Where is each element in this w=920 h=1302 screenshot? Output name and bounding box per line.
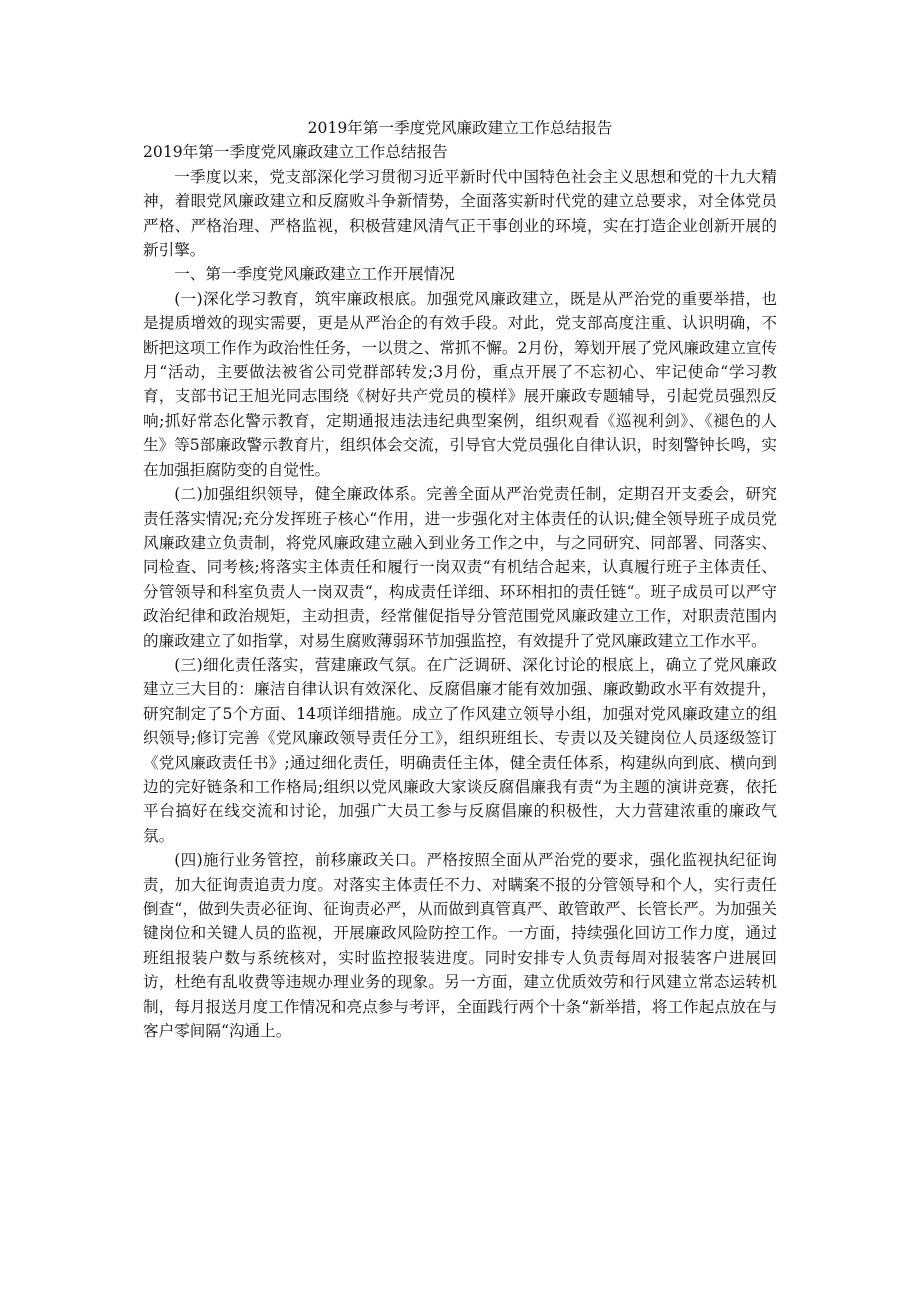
section-heading: 一、第一季度党风廉政建立工作开展情况 [174,265,455,284]
paragraph-study-education: (一)深化学习教育，筑牢廉政根底。加强党风廉政建立，既是从严治党的重要举措，也是提质增效的现实需要，更是从严治企的有效手段。对此，党支部高度注重、认识明确，不断把这项工作作为政治性任务，一以贯之、常抓不懈。2月份，筹划开展了党风廉政建立宣传月“活动，主要做法被省公司党群部转发;3月份，重点开展了不忘初心、牢记使命“学习教育，支部书记王旭光同志围绕《树好共产党员的模样》展开廉政专题辅导，引起党员强烈反响;抓好常态化警示教育，定期通报违法违纪典型案例，组织观看《巡视利剑》、《褪色的人生》等5部廉政警示教育片，组织体会交流，引导官大党员强化自律认识，时刻警钟长鸣，实在加强拒腐防变的自觉性。 [143,289,777,479]
intro-paragraph: 一季度以来，党支部深化学习贯彻习近平新时代中国特色社会主义思想和党的十九大精神，着眼党风廉政建立和反腐败斗争新情势，全面落实新时代党的建立总要求，对全体党员严格、严格治理、严格监视，积极营建风清气正干事创业的环境，实在打造企业创新开展的新引擎。 [143,167,777,260]
document-page [143,116,777,1043]
paragraph-organization-leadership: (二)加强组织领导，健全廉政体系。完善全面从严治党责任制，定期召开支委会，研究责任落实情况;充分发挥班子核心“作用，进一步强化对主体责任的认识;健全领导班子成员党风廉政建立负责制，将党风廉政建立融入到业务工作之中，与之同研究、同部署、同落实、同检查、同考核;将落实主体责任和履行一岗双责“有机结合起来，认真履行班子主体责任、分管领导和科室负责人一岗双责“，构成责任详细、环环相扣的责任链“。班子成员可以严守政治纪律和政治规矩，主动担责，经常催促指导分管范围党风廉政建立工作，对职责范围内的廉政建立了如指掌，对易生腐败薄弱环节加强监控，有效提升了党风廉政建立工作水平。 [143,485,777,650]
paragraph-business-control: (四)施行业务管控，前移廉政关口。严格按照全面从严治党的要求，强化监视执纪征询责，加大征询责追责力度。对落实主体责任不力、对瞒案不报的分管领导和个人，实行责任倒查“，做到失责必征询、征询责必严，从而做到真管真严、敢管敢严、长管长严。为加强关键岗位和关键人员的监视，开展廉政风险防控工作。一方面，持续强化回访工作力度，通过班组报装户数与系统核对，实时监控报装进度。同时安排专人负责每周对报装客户进展回访，杜绝有乱收费等违规办理业务的现象。另一方面，建立优质效劳和行风建立常态运转机制，每月报送月度工作情况和亮点参与考评，全面践行两个十条“新举措，将工作起点放在与客户零间隔“沟通上。 [143,851,777,1041]
document-subtitle: 2019年第一季度党风廉政建立工作总结报告 [143,143,448,162]
paragraph-responsibility: (三)细化责任落实，营建廉政气氛。在广泛调研、深化讨论的根底上，确立了党风廉政建立三大目的：廉洁自律认识有效深化、反腐倡廉才能有效加强、廉政勤政水平有效提升，研究制定了5个方面、14项详细措施。成立了作风建立领导小组，加强对党风廉政建立的组织领导;修订完善《党风廉政领导责任分工》，组织班组长、专责以及关键岗位人员逐级签订《党风廉政责任书》;通过细化责任，明确责任主体，健全责任体系，构建纵向到底、横向到边的完好链条和工作格局;组织以党风廉政大家谈反腐倡廉我有责“为主题的演讲竞赛，依托平台搞好在线交流和讨论，加强广大员工参与反腐倡廉的积极性，大力营建浓重的廉政气氛。 [143,655,777,845]
document-title: 2019年第一季度党风廉政建立工作总结报告 [307,119,613,137]
